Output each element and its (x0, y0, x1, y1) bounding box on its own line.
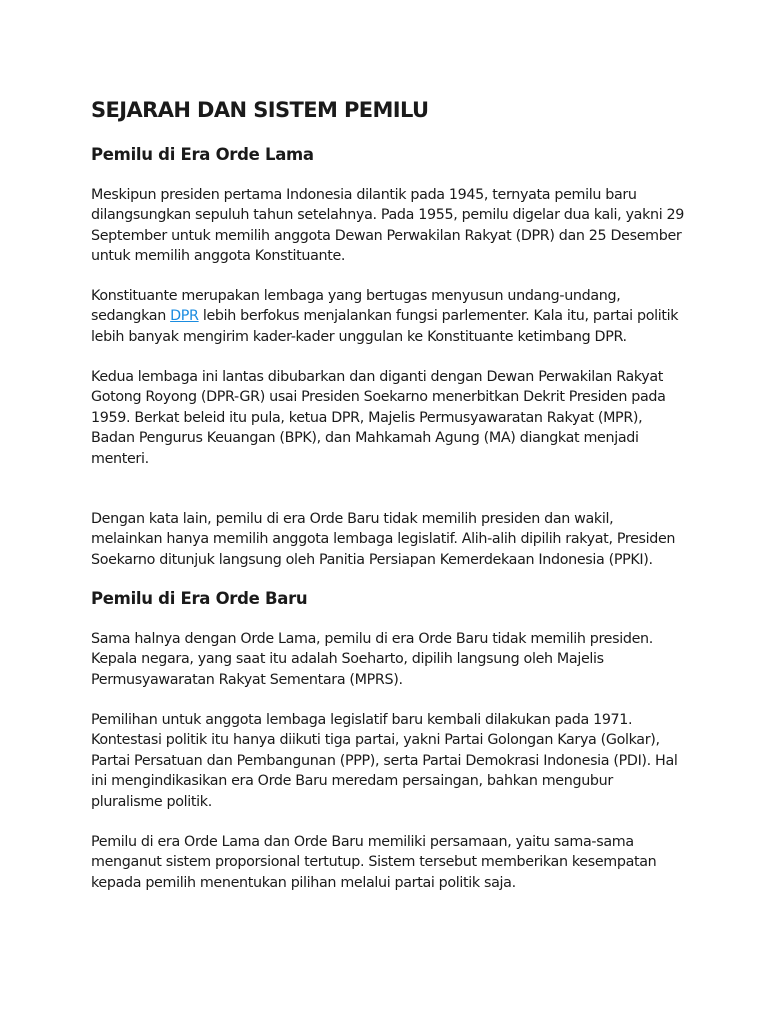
paragraph-line: 1959. Berkat beleid itu pula, ketua DPR, Majelis Permusyawaratan Rakyat (MPR), (91, 409, 643, 426)
paragraph-line: September untuk memilih anggota Dewan Perwakilan Rakyat (DPR) dan 25 Desember (91, 227, 682, 244)
paragraph-line: kepada pemilih menentukan pilihan melalui partai politik saja. (91, 874, 516, 891)
paragraph-line: Meskipun presiden pertama Indonesia dilantik pada 1945, ternyata pemilu baru (91, 187, 637, 203)
paragraph (91, 185, 684, 267)
paragraph-line: Partai Persatuan dan Pembangunan (PPP), serta Partai Demokrasi Indonesia (PDI). Hal (91, 752, 678, 769)
paragraph-line: Pemilu di era Orde Lama dan Orde Baru memiliki persamaan, yaitu sama-sama (91, 834, 634, 850)
paragraph (91, 367, 666, 469)
paragraph (91, 509, 675, 570)
paragraph-line: Sama halnya dengan Orde Lama, pemilu di era Orde Baru tidak memilih presiden. (91, 631, 653, 647)
paragraph-line: untuk memilih anggota Konstituante. (91, 248, 346, 265)
paragraph-line: Kontestasi politik itu hanya diikuti tiga partai, yakni Partai Golongan Karya (Golkar), (91, 732, 660, 749)
paragraph-line: Konstituante merupakan lembaga yang bertugas menyusun undang-undang, (91, 288, 621, 304)
paragraph (91, 629, 653, 690)
paragraph-line: Pemilihan untuk anggota lembaga legislatif baru kembali dilakukan pada 1971. (91, 712, 633, 728)
document-title: SEJARAH DAN SISTEM PEMILU (91, 98, 429, 122)
paragraph-line: menganut sistem proporsional tertutup. Sistem tersebut memberikan kesempatan (91, 854, 657, 871)
paragraph-line (91, 306, 678, 326)
paragraph (91, 832, 656, 893)
paragraph-line: melainkan hanya memilih anggota lembaga legislatif. Alih-alih dipilih rakyat, Presiden (91, 531, 676, 548)
paragraph-line: Badan Pengurus Keuangan (BPK), dan Mahkamah Agung (MA) diangkat menjadi (91, 430, 639, 447)
paragraph-line: Kepala negara, yang saat itu adalah Soeharto, dipilih langsung oleh Majelis (91, 651, 604, 668)
paragraph (91, 710, 677, 812)
dpr-link[interactable]: DPR (170, 308, 199, 325)
section-heading-orde-lama: Pemilu di Era Orde Lama (91, 145, 314, 164)
section-heading-orde-baru: Pemilu di Era Orde Baru (91, 589, 308, 608)
paragraph-line: pluralisme politik. (91, 793, 212, 810)
line-text: sedangkan (91, 308, 171, 325)
paragraph-line: menteri. (91, 450, 149, 467)
paragraph-line: Dengan kata lain, pemilu di era Orde Baru tidak memilih presiden dan wakil, (91, 511, 614, 527)
paragraph-line: Soekarno ditunjuk langsung oleh Panitia Persiapan Kemerdekaan Indonesia (PPKI). (91, 551, 653, 568)
paragraph-line: Gotong Royong (DPR-GR) usai Presiden Soekarno menerbitkan Dekrit Presiden pada (91, 389, 666, 406)
paragraph-line: Kedua lembaga ini lantas dibubarkan dan diganti dengan Dewan Perwakilan Rakyat (91, 369, 664, 385)
line-text: lebih berfokus menjalankan fungsi parlementer. Kala itu, partai politik (198, 308, 679, 325)
paragraph-line: dilangsungkan sepuluh tahun setelahnya. Pada 1955, pemilu digelar dua kali, yakni 29 (91, 207, 685, 224)
paragraph-line: Permusyawaratan Rakyat Sementara (MPRS). (91, 671, 403, 688)
paragraph-with-link (91, 286, 678, 347)
paragraph-line: lebih banyak mengirim kader-kader unggulan ke Konstituante ketimbang DPR. (91, 328, 627, 345)
paragraph-line: ini mengindikasikan era Orde Baru meredam persaingan, bahkan mengubur (91, 773, 613, 790)
